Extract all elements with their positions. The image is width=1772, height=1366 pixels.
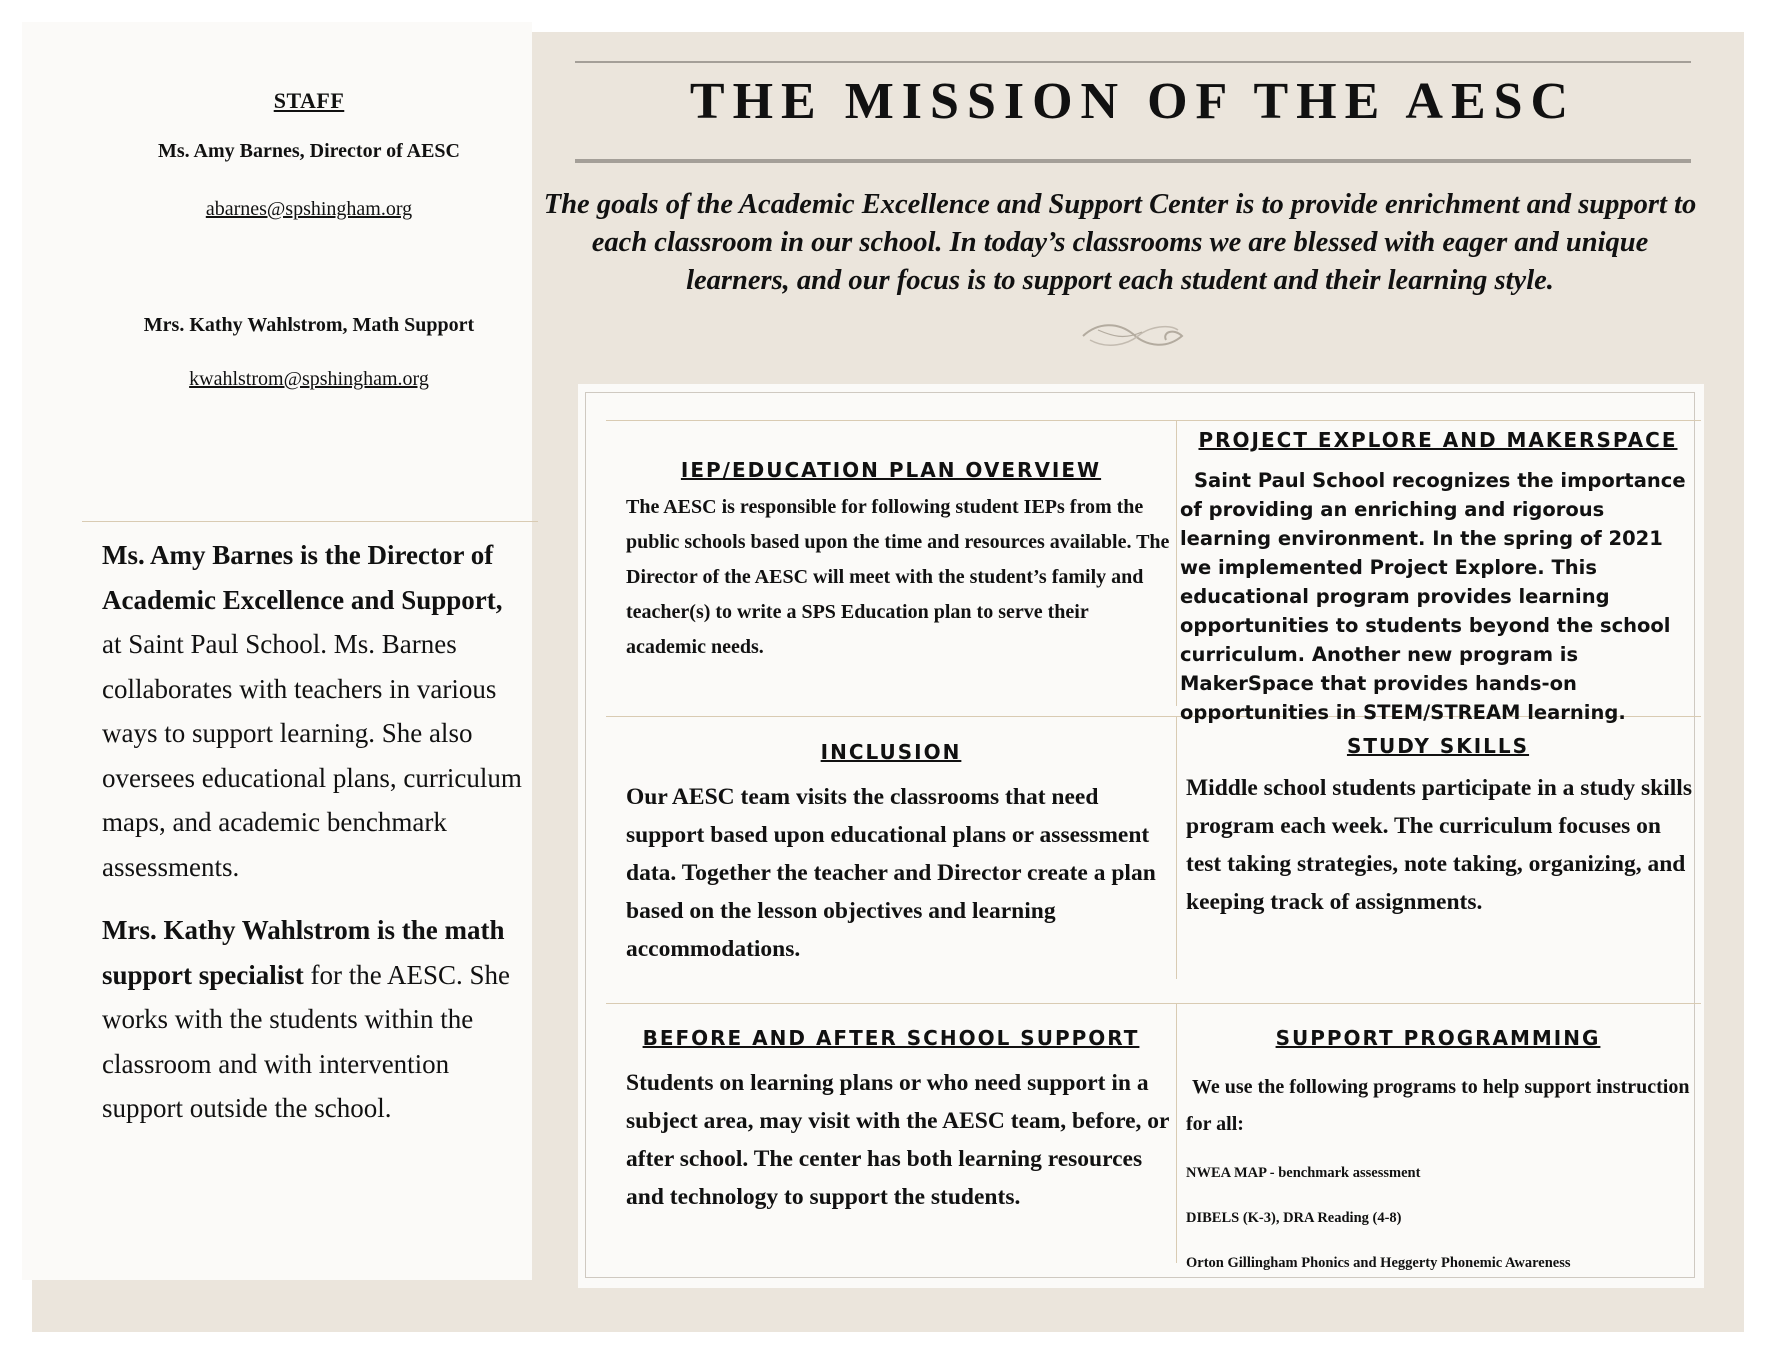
program-item: DIBELS (K-3), DRA Reading (4-8): [1186, 1210, 1402, 1226]
flourish-ornament-icon: [1078, 318, 1188, 354]
staff-name-wahlstrom: Mrs. Kathy Wahlstrom, Math Support: [143, 314, 475, 336]
staff-sidebar-content: [54, 54, 564, 1312]
explore-heading: PROJECT EXPLORE AND MAKERSPACE: [1198, 428, 1678, 452]
study-skills-body: Middle school students participate in a study skills program each week. The curriculum focuses on test taking strategies, note taking, organizing, and keeping track of assignments.: [1186, 775, 1692, 915]
bio-wahlstrom: [102, 908, 522, 1131]
staff-name-barnes: Ms. Amy Barnes, Director of AESC: [157, 140, 460, 162]
inclusion-body: Our AESC team visits the classrooms that need support based upon educational plans or assessment data. Together the teacher and Director create a plan based on the lesson objectives and learning accommodations.: [626, 784, 1156, 962]
program-item: NWEA MAP - benchmark assessment: [1186, 1165, 1421, 1181]
support-programming-intro: We use the following programs to help support instruction for all:: [1186, 1076, 1690, 1135]
bio-barnes-lead: Ms. Amy Barnes is the Director of Academic Excellence and Support,: [102, 540, 503, 615]
explore-body: Saint Paul School recognizes the importance of providing an enriching and rigorous learning environment. In the spring of 2021 we implemented Project Explore. This educational program provides learning opportunities to students beyond the school curriculum. Another new program is MakerSpace that provides hands-on opportunities in STEM/STREAM learning.: [1180, 469, 1686, 724]
column-divider-row1: [1176, 420, 1177, 706]
mission-top-rule: [575, 61, 1691, 63]
section-divider-bottom: [606, 1003, 1701, 1004]
before-after-heading: BEFORE AND AFTER SCHOOL SUPPORT: [642, 1026, 1140, 1050]
support-programming-heading: SUPPORT PROGRAMMING: [1275, 1026, 1601, 1050]
bio-barnes: [102, 533, 522, 889]
before-after-body: Students on learning plans or who need support in a subject area, may visit with the AESC team, before, or after school. The center has both learning resources and technology to support the students.: [626, 1070, 1170, 1210]
mission-goal: The goals of the Academic Excellence and Support Center is to provide enrichment and support to each classroom in our school. In today’s classrooms we are blessed with eager and unique learners, and our focus is to support each student and their learning style.: [543, 189, 1697, 296]
staff-email-wahlstrom[interactable]: kwahlstrom@spshingham.org: [189, 368, 429, 390]
section-divider-top: [606, 420, 1701, 421]
bio-wahlstrom-text: for the AESC. She works with the students within the classroom and with intervention support outside the school.: [102, 959, 511, 1123]
program-item: Orton Gillingham Phonics and Heggerty Phonemic Awareness: [1186, 1255, 1571, 1271]
staff-heading: STAFF: [273, 88, 345, 113]
inclusion-heading: INCLUSION: [820, 740, 962, 764]
sidebar-divider: [82, 521, 538, 522]
iep-heading: IEP/EDUCATION PLAN OVERVIEW: [680, 458, 1102, 482]
study-skills-heading: STUDY SKILLS: [1346, 734, 1530, 758]
iep-body: The AESC is responsible for following student IEPs from the public schools based upon the time and resources available. The Director of the AESC will meet with the student’s family and teacher(s) to write a SPS Education plan to serve their academic needs.: [626, 496, 1170, 658]
bio-barnes-text: at Saint Paul School. Ms. Barnes collaborates with teachers in various ways to support learning. She also oversees educational plans, curriculum maps, and academic benchmark assessments.: [102, 629, 522, 882]
mission-title: THE MISSION OF THE AESC: [689, 73, 1577, 130]
staff-email-barnes[interactable]: abarnes@spshingham.org: [205, 198, 413, 220]
bio-wahlstrom-lead: Mrs. Kathy Wahlstrom is the math support specialist: [102, 915, 505, 990]
mission-bottom-rule: [575, 159, 1691, 163]
